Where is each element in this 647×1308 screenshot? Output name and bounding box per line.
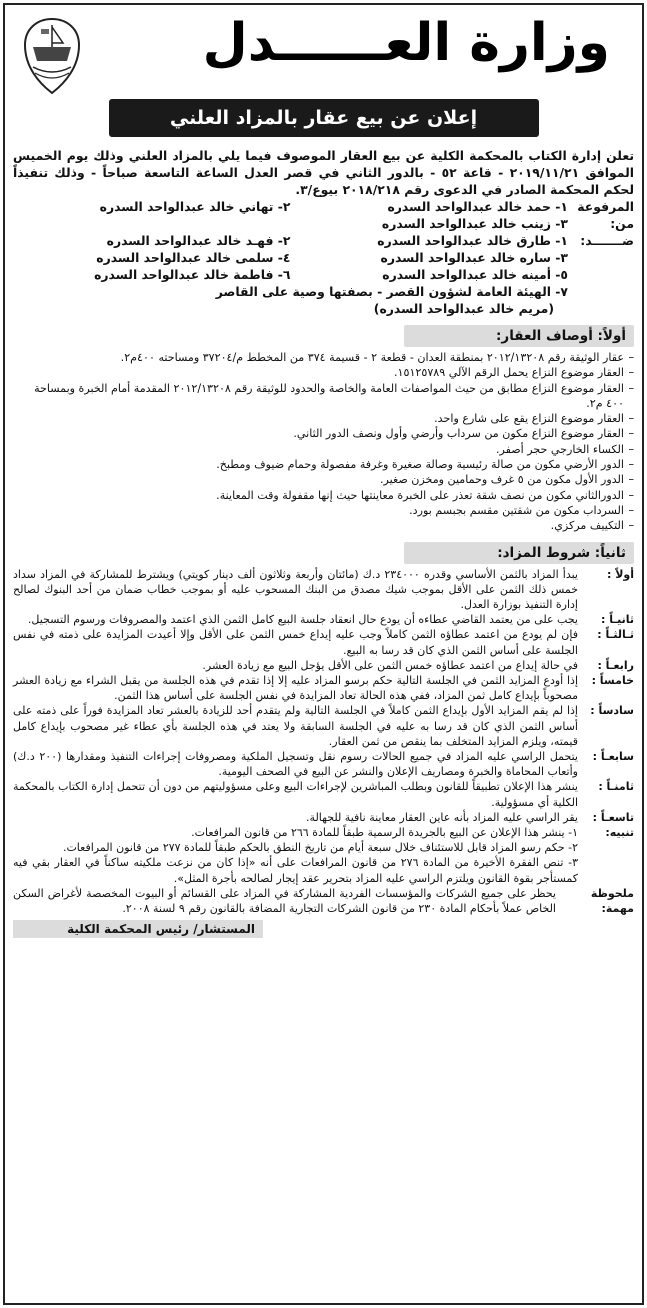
- important-note-row: [13, 886, 634, 916]
- term-label: تاسعـاً :: [592, 810, 634, 824]
- list-item: – العقار موضوع النزاع يحمل الرقم الآلي ١٥١٢٥٧٨٩.: [13, 365, 634, 380]
- term-row: [13, 810, 634, 825]
- list-item: – التكييف مركزي.: [13, 518, 634, 533]
- list-item: – السرداب مكون من شقتين مقسم بجبسم بورد.: [13, 503, 634, 518]
- list-item: – عقار الوثيقة رقم ٢٠١٢/١٣٢٠٨ بمنطقة العدان - قطعة ٢ - قسيمة ٣٧٤ من المخطط م/٣٧٢٠٤ ومساحته ٤٠٠م٢.: [13, 350, 634, 365]
- term-label: ثامنـاً :: [598, 780, 634, 794]
- list-item: – الدورالثاني مكون من نصف شقة تعذر على الخبرة معاينتها حيث إنها مقفولة وقت المعاينة.: [13, 488, 634, 503]
- term-text: يجب على من يعتمد القاضي عطاءه أن يودع حال انعقاد جلسة البيع كامل الثمن الذي اعتمد والمصروفات ورسوم التسجيل.: [27, 613, 578, 627]
- notice-item: ٣- تنص الفقرة الأخيرة من المادة ٢٧٦ من قانون المرافعات على أنه «إذا كان من نزعت ملكيته ساكناً في العقار بقي فيه كمستأجر بقوة القانون ويلتزم الراسي عليه المزاد بتحرير عقد إيجار لصالحه بأجرة المثل».: [13, 856, 578, 885]
- plaintiff-label: المرفوعة من:: [577, 199, 634, 231]
- list-item: – العقار موضوع النزاع مكون من سرداب وأرضي وأول ونصف الدور الثاني.: [13, 426, 634, 441]
- term-text: إذا أودع المزايد الثمن في الجلسة التالية حكم برسو المزاد عليه إلا إذا تقدم في هذه الجلسة من يقبل الشراء مع زيادة العشر مصحوباً بإيداع كامل ثمن المزاد، ففي هذه الحالة تعاد المزايدة في نفس الجلسة على أساس هذا الثمن.: [13, 673, 578, 703]
- party-name: ٦- فاطمة خالد عبدالواحد السدره: [94, 267, 291, 282]
- list-item: – الدور الأول مكون من ٥ غرف وحمامين ومخزن صغير.: [13, 472, 634, 487]
- term-text: إذا لم يقم المزايد الأول بإيداع الثمن كاملاً في الجلسة التالية ولم يتقدم أحد للزيادة بالعشر تعاد المزايدة فوراً على ذمته على أساس الثمن الذي كان قد رسا به عليه في الجلسة السابقة ولا يعتد في هذه الجلسة بأي عطاء غير مصحوب بإيداع كامل قيمته، ويلزم المزايد المتخلف بما ينقص من ثمن العقار.: [13, 704, 578, 748]
- party-name: ٤- سلمى خالد عبدالواحد السدره: [96, 250, 291, 265]
- list-item: – العقار موضوع النزاع يقع على شارع واحد.: [13, 411, 634, 426]
- party-name: ٣- ساره خالد عبدالواحد السدره: [380, 250, 568, 265]
- list-item: – الدور الأرضي مكون من صالة رئيسية وصالة صغيرة وغرفة مفصولة وحمام ضيوف ومطبخ.: [13, 457, 634, 472]
- term-row: [13, 673, 634, 703]
- defendant-label: ضـــــــد:: [580, 233, 634, 248]
- term-row: [13, 749, 634, 779]
- plaintiffs: [13, 198, 634, 232]
- signature: المستشار/ رئيس المحكمة الكلية: [13, 920, 263, 938]
- term-row: [13, 567, 634, 613]
- notice-item: ٢- حكم رسو المزاد قابل للاستئناف خلال سبعة أيام من تاريخ النطق بالحكم طبقاً للمادة ٢٧٧ من قانون المرافعات.: [62, 841, 578, 855]
- term-text: فإن لم يودع من اعتمد عطاؤه الثمن كاملاً وجب عليه إيداع خمس الثمن على الأقل وإلا أعيدت المزايدة على ذمته في نفس الجلسة على أساس الثمن الذي كان قد رسا به البيع.: [13, 628, 578, 657]
- party-name: ٥- أمينه خالد عبدالواحد السدره: [382, 267, 568, 282]
- kuwait-emblem-icon: [21, 15, 83, 97]
- term-row: [13, 779, 634, 809]
- important-note-text: يحظر على جميع الشركات والمؤسسات الفردية المشاركة في المزاد على القسائم أو البيوت المخصصة لأغراض السكن الخاص عملاً بأحكام المادة ٢٣٠ من قانون الشركات التجارية المضافة بالقانون رقم ٩ لسنة ٢٠٠٨.: [13, 886, 556, 916]
- term-label: ثـالثـاً :: [597, 628, 634, 642]
- notice-title: إعلان عن بيع عقار بالمزاد العلني: [109, 99, 539, 137]
- notice-item: ١- ينشر هذا الإعلان عن البيع بالجريدة الرسمية طبقاً للمادة ٢٦٦ من قانون المرافعات.: [191, 826, 578, 840]
- party-name: ٢- فهـد خالد عبدالواحد السدره: [106, 233, 291, 248]
- party-name: ٧- الهيئة العامة لشؤون القصر - بصفتها وصية على القاصر: [215, 284, 568, 299]
- party-name: ٣- زينب خالد عبدالواحد السدره: [381, 216, 568, 231]
- list-item: – الكساء الخارجي حجر أصفر.: [13, 442, 634, 457]
- ministry-name: وزارة العــــــدل: [202, 13, 610, 73]
- party-name: ٢- تهاني خالد عبدالواحد السدره: [99, 199, 291, 214]
- term-row: [13, 612, 634, 627]
- term-label: رابعـاً :: [597, 658, 634, 672]
- defendants: [13, 232, 634, 317]
- party-name: ١- حمد خالد عبدالواحد السدره: [387, 199, 568, 214]
- term-label: أولاً :: [606, 567, 634, 581]
- property-description-list: [13, 350, 634, 534]
- term-row: [13, 703, 634, 749]
- advertisement: [3, 3, 644, 1305]
- term-text: يتحمل الراسي عليه المزاد في جميع الحالات رسوم نقل وتسجيل الملكية ومصروفات إجراءات التنفيذ ومقدارها (٢٠٠ د.ك) وأتعاب المحاماة والخبرة ومصاريف الإعلان والنشر عن البيع في الصحف اليومية.: [13, 750, 578, 779]
- term-label: خامساً :: [591, 673, 634, 687]
- term-row: [13, 627, 634, 657]
- term-label: سادساً :: [590, 704, 634, 718]
- party-name: (مريم خالد عبدالواحد السدره): [373, 301, 554, 316]
- section-property-description-title: أولاً: أوصاف العقار:: [404, 325, 634, 347]
- notice-label: تنبيه:: [605, 826, 634, 840]
- term-label: ثانيـاً :: [601, 613, 634, 627]
- notice-row: [13, 825, 634, 886]
- important-note-label: ملحوظة مهمة:: [590, 886, 634, 916]
- term-text: في حالة إيداع من اعتمد عطاؤه خمس الثمن على الأقل يؤجل البيع مع زيادة العشر.: [202, 658, 578, 672]
- auction-terms: [13, 567, 634, 917]
- party-name: ١- طارق خالد عبدالواحد السدره: [377, 233, 568, 248]
- term-text: ينشر هذا الإعلان تطبيقاً للقانون وبطلب المباشرين لإجراءات البيع وعلى مسؤوليتهم من دون أن تتحمل إدارة الكتاب بالمحكمة الكلية أي مسؤولية.: [13, 780, 578, 809]
- term-text: يقر الراسي عليه المزاد بأنه عاين العقار معاينة نافية للجهالة.: [306, 810, 578, 824]
- list-item: – العقار موضوع النزاع مطابق من حيث المواصفات العامة والخاصة والحدود للوثيقة رقم ٢٠١٢/١٣٢٠٨ المقدمة أمام الخبرة وبمساحة ٤٠٠ م٢.: [13, 381, 634, 412]
- header: [13, 11, 634, 103]
- term-row: [13, 658, 634, 673]
- term-text: يبدأ المزاد بالثمن الأساسي وقدره ٢٣٤٠٠٠ د.ك (مائتان وأربعة وثلاثون ألف دينار كويتي) ويشترط للمشاركة في المزاد سداد خمس ذلك الثمن على الأقل بموجب شيك مصدق من البنك المسحوب عليه أو بموجب خطاب ضمان من أحد البنوك لصالح إدارة التنفيذ بوزارة العدل.: [13, 567, 578, 611]
- term-label: سابعـاً :: [592, 750, 634, 763]
- parties: [13, 198, 634, 317]
- intro-paragraph: تعلن إدارة الكتاب بالمحكمة الكلية عن بيع العقار الموصوف فيما يلي بالمزاد العلني وذلك يوم الخميس الموافق ٢٠١٩/١١/٢١ - قاعة ٥٢ - بالدور الثاني في قصر العدل الساعة التاسعة صباحاً - وذلك تنفيذاً لحكم المحكمة الصادر في الدعوى رقم ٢٠١٨/٢١٨ بيوع/٣.: [13, 148, 634, 197]
- section-auction-terms-title: ثانياً: شروط المزاد:: [404, 542, 634, 564]
